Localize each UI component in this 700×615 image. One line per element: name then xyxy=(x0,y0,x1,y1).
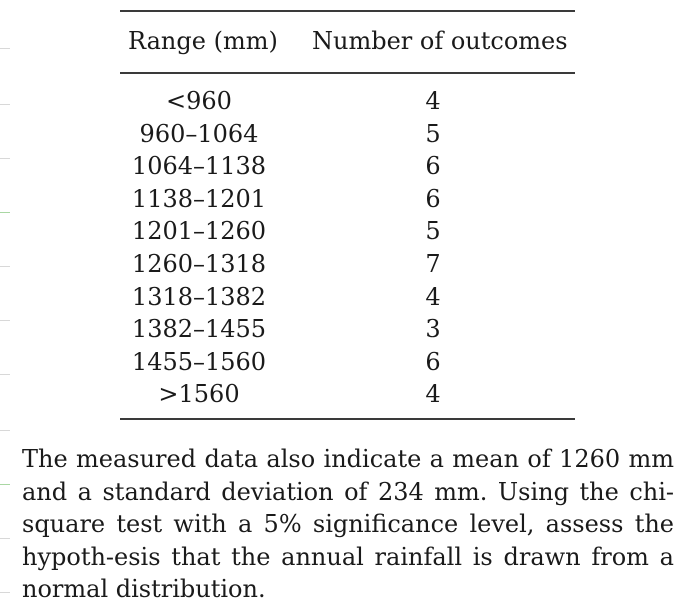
margin-tick xyxy=(0,104,10,105)
cell-count: 5 xyxy=(425,217,441,246)
table-row xyxy=(120,247,575,280)
cell-range: 1260–1318 xyxy=(131,249,267,278)
cell-range: <960 xyxy=(166,87,232,115)
cell-count: 6 xyxy=(425,184,441,213)
cell-range: 1201–1260 xyxy=(131,217,267,246)
cell-range: 1318–1382 xyxy=(131,282,267,311)
table-row xyxy=(120,117,575,150)
cell-range: 960–1064 xyxy=(139,119,259,148)
cell-count: 6 xyxy=(425,347,441,376)
margin-tick xyxy=(0,430,10,431)
table-row xyxy=(120,377,575,410)
cell-count: 3 xyxy=(425,315,441,344)
header-count: Number of outcomes xyxy=(312,27,568,55)
cell-range: 1455–1560 xyxy=(131,347,267,376)
margin-tick xyxy=(0,592,10,593)
header-range: Range (mm) xyxy=(128,27,278,55)
table-row xyxy=(120,84,575,117)
table-header-row xyxy=(120,12,575,72)
margin-tick xyxy=(0,374,10,375)
table-row xyxy=(120,345,575,378)
table-bottom-rule xyxy=(120,418,575,420)
cell-count: 5 xyxy=(425,119,441,148)
margin-tick xyxy=(0,538,10,539)
cell-count: 4 xyxy=(425,87,441,115)
margin-tick xyxy=(0,320,10,321)
cell-range: 1138–1201 xyxy=(131,184,267,213)
cell-range: >1560 xyxy=(158,380,240,409)
margin-tick xyxy=(0,266,10,267)
cell-range: 1382–1455 xyxy=(131,315,267,344)
margin-tick xyxy=(0,48,10,49)
table-row xyxy=(120,149,575,182)
table-row xyxy=(120,182,575,215)
table-row xyxy=(120,312,575,345)
cell-count: 7 xyxy=(425,249,441,278)
table-row xyxy=(120,214,575,247)
cell-range: 1064–1138 xyxy=(131,152,267,181)
cell-count: 6 xyxy=(425,152,441,181)
problem-text: The measured data also indicate a mean of 1260 mm and a standard deviation of 234 mm. Using the chi-square test with a 5% significance level, assess the hypoth-esis that the annual rainfall is drawn from a normal distribution. xyxy=(22,445,674,603)
table-body xyxy=(120,74,575,410)
margin-tick xyxy=(0,484,10,485)
cell-count: 4 xyxy=(425,380,441,409)
cell-count: 4 xyxy=(425,282,441,311)
table-row xyxy=(120,280,575,313)
margin-tick xyxy=(0,212,10,213)
margin-tick xyxy=(0,158,10,159)
rainfall-table xyxy=(120,10,575,420)
